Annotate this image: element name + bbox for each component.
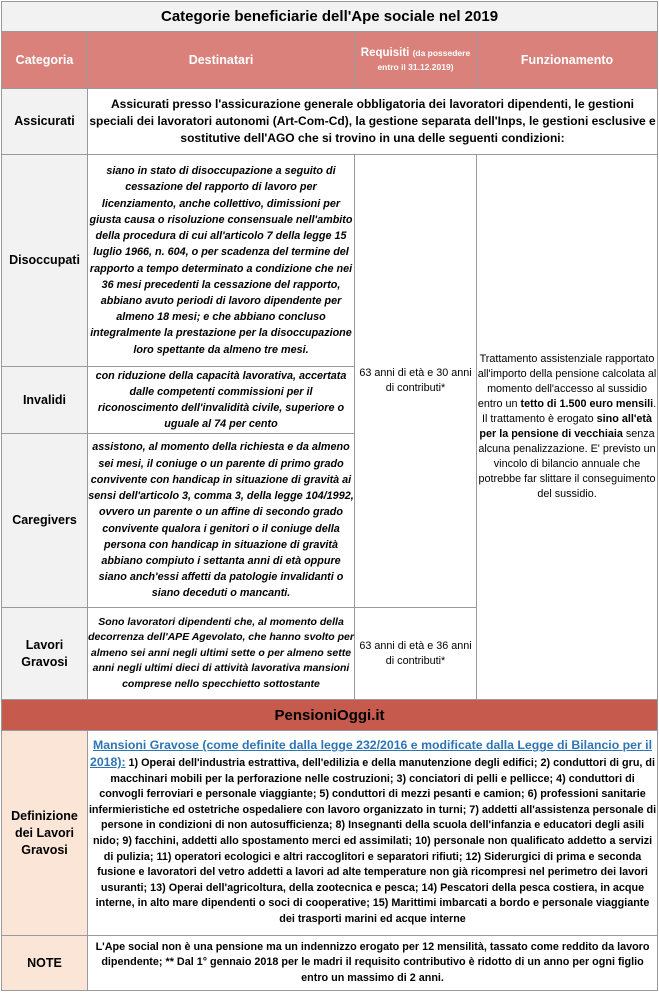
definizione-row bbox=[2, 731, 658, 936]
header-funzionamento: Funzionamento bbox=[477, 32, 658, 89]
header-requisiti bbox=[355, 32, 477, 89]
mansioni-gravose-list: 1) Operai dell'industria estrattiva, dell'edilizia e della manutenzione degli edifici; 2) conduttori di gru, di macchinari mobili per la perforazione nelle costruzioni; 3) conciatori di pelli e pellicce; 4) conduttori di convogli ferroviari e personale viaggiante; 5) conduttori di mezzi pesanti e camion; 6) professioni sanitarie infermieristiche ed ostetriche ospedaliere con lavoro organizzato in turni; 7) addetti all'assistenza personale di persone in condizioni di non autosufficienza; 8) Insegnanti della scuola dell'infanzia e educatori degli asili nido; 9) facchini, addetti allo spostamento merci ed assimilati; 10) personale non qualificato addetto a servizi di pulizia; 11) operatori ecologici e altri raccoglitori e separatori rifiuti; 12) Siderurgici di prima e seconda fusione e lavoratori del vetro addetti a lavori ad alte temperature non già ricompresi nel perimetro dei lavori usuranti; 13) Operai dell'agricoltura, della zootecnica e pesca; 14) Pescatori della pesca costiera, in acque interne, in alto mare dipendenti o soci di cooperative; 15) Marittimi imbarcati a bordo e personale viaggiante dei trasporti marini ed acque interne bbox=[88, 757, 657, 925]
note-description: L'Ape social non è una pensione ma un indennizzo erogato per 12 mensilità, tassato come reddito da lavoro dipendente; ** Dal 1° gennaio 2018 per le madri il requisito contributivo è ridotto di un anno per ogni figlio entro un massimo di 2 anni. bbox=[88, 936, 658, 991]
disoccupati-row bbox=[2, 155, 658, 367]
category-assicurati: Assicurati bbox=[2, 89, 88, 155]
funz-part3: senza alcuna penalizzazione. E' previsto un vincolo di bilancio annuale che potrebbe far slittare il conseguimento del sussidio. bbox=[478, 428, 656, 500]
destinatari-invalidi: con riduzione della capacità lavorativa, accertata dalle competenti commissioni per il riconoscimento dell'invalidità civile, superiore o uguale al 74 per cento bbox=[88, 367, 355, 434]
header-row bbox=[2, 32, 658, 89]
table-title: Categorie beneficiarie dell'Ape sociale nel 2019 bbox=[2, 2, 658, 32]
funz-part2: . Il trattamento è erogato bbox=[482, 398, 657, 425]
funz-part1: Trattamento assistenziale rapportato all'importo della pensione calcolata al momento dell'accesso al sussidio entro un bbox=[477, 353, 657, 410]
title-row bbox=[2, 2, 658, 32]
requisiti-main: 63 anni di età e 30 anni di contributi* bbox=[355, 155, 477, 608]
category-caregivers: Caregivers bbox=[2, 434, 88, 608]
destinatari-caregivers: assistono, al momento della richiesta e da almeno sei mesi, il coniuge o un parente di primo grado convivente con handicap in situazione di gravità ai sensi dell'articolo 3, comma 3, della legge 104/1992, ovvero un parente o un affine di secondo grado convivente qualora i genitori o il coniuge della persona con handicap in situazione di gravità abbiano compiuto i settanta anni di età oppure siano anch'essi affetti da patologie invalidanti o siano deceduti o mancanti. bbox=[88, 434, 355, 608]
header-requisiti-note: (da possedere entro il 31.12.2019) bbox=[377, 48, 471, 72]
header-categoria: Categoria bbox=[2, 32, 88, 89]
category-definizione: Definizione dei Lavori Gravosi bbox=[2, 731, 88, 936]
destinatari-disoccupati: siano in stato di disoccupazione a seguito di cessazione del rapporto di lavoro per licenziamento, anche collettivo, dimissioni per giusta causa o risoluzione consensuale nell'ambito della procedura di cui all'articolo 7 della legge 15 luglio 1966, n. 604, o per scadenza del termine del rapporto a tempo determinato a condizione che nei 36 mesi precedenti la cessazione del rapporto, abbiano avuto periodi di lavoro dipendente per almeno 18 mesi; e che abbiano concluso integralmente la prestazione per la disoccupazione loro spettante da almeno tre mesi. bbox=[88, 155, 355, 367]
ape-sociale-table bbox=[1, 1, 658, 991]
note-row bbox=[2, 936, 658, 991]
header-requisiti-label: Requisiti bbox=[360, 47, 410, 59]
funz-bold1: tetto di 1.500 euro mensili bbox=[520, 398, 654, 410]
brand-row bbox=[2, 700, 658, 731]
requisiti-gravosi: 63 anni di età e 36 anni di contributi* bbox=[355, 608, 477, 700]
definizione-description bbox=[88, 731, 658, 936]
category-lavori-gravosi: Lavori Gravosi bbox=[2, 608, 88, 700]
mansioni-gravose-link[interactable]: Mansioni Gravose (come definite dalla legge 232/2016 e modificate dalla Legge di Bilancio per il 2018): bbox=[90, 738, 653, 770]
category-disoccupati: Disoccupati bbox=[2, 155, 88, 367]
assicurati-description: Assicurati presso l'assicurazione generale obbligatoria dei lavoratori dipendenti, le gestioni speciali dei lavoratori autonomi (Art-Com-Cd), la gestione separata dell'Inps, le gestioni esclusive e sostitutive dell'AGO che si trovino in una delle seguenti condizioni: bbox=[88, 89, 658, 155]
assicurati-row bbox=[2, 89, 658, 155]
destinatari-lavori-gravosi: Sono lavoratori dipendenti che, al momento della decorrenza dell'APE Agevolato, che hanno svolto per almeno sei anni negli ultimi sette o per almeno sette anni negli ultimi dieci di attività lavorativa mansioni comprese nello specchietto sottostante bbox=[88, 608, 355, 700]
category-note: NOTE bbox=[2, 936, 88, 991]
brand-label: PensioniOggi.it bbox=[2, 700, 658, 731]
category-invalidi: Invalidi bbox=[2, 367, 88, 434]
funzionamento-description bbox=[477, 155, 658, 700]
funz-bold2: sino all'età per la pensione di vecchiaia bbox=[479, 413, 653, 440]
header-destinatari: Destinatari bbox=[88, 32, 355, 89]
